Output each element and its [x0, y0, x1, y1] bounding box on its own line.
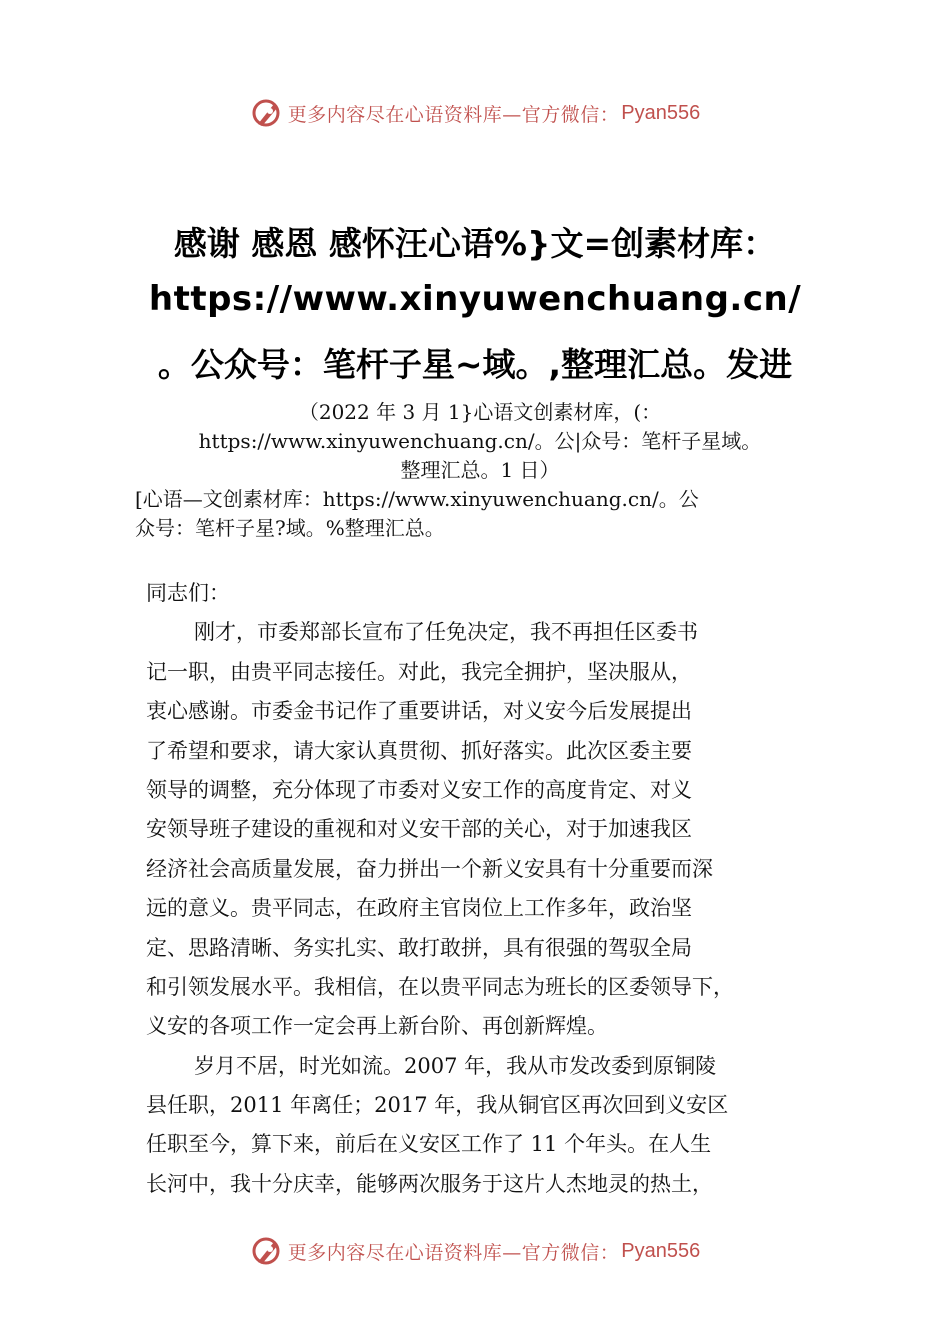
paragraph-line: 岁月不居，时光如流。2007 年，我从市发改委到原铜陵	[194, 1053, 717, 1078]
banner-text: 更多内容尽在心语资料库—官方微信：	[287, 1241, 620, 1264]
banner-wechat-id: Pyan556	[621, 101, 701, 124]
paragraph-line: 长河中，我十分庆幸，能够两次服务于这片人杰地灵的热土，	[146, 1171, 713, 1196]
paragraph-line: 和引领发展水平。我相信，在以贵平同志为班长的区委领导下，	[146, 974, 734, 999]
speech-body	[146, 574, 836, 1204]
paragraph-line: 远的意义。贵平同志，在政府主官岗位上工作多年，政治坚	[146, 896, 692, 921]
pen-logo-icon	[250, 1234, 284, 1268]
meta-line-3: 整理汇总。1 日）	[400, 458, 560, 482]
header-banner	[0, 95, 950, 131]
title-line-3: 。公众号：笔杆子星~域。,整理汇总。发进	[157, 345, 793, 384]
paragraph-line: 了希望和要求，请大家认真贯彻、抓好落实。此次区委主要	[146, 738, 692, 763]
paragraph-line: 刚才，市委郑部长宣布了任免决定，我不再担任区委书	[194, 620, 698, 645]
meta-source-block	[135, 485, 835, 543]
meta-line-5: 众号：笔杆子星?域。%整理汇总。	[135, 516, 445, 540]
paragraph-line: 定、思路清晰、务实扎实、敢打敢拼，具有很强的驾驭全局	[146, 935, 692, 960]
footer-banner	[0, 1233, 950, 1269]
title-line-1: 感谢 感恩 感怀汪心语%}文=创素材库：	[173, 224, 777, 263]
pen-logo-icon	[250, 96, 284, 130]
banner-wechat-id: Pyan556	[621, 1239, 701, 1262]
paragraph-line: 经济社会高质量发展，奋力拼出一个新义安具有十分重要而深	[146, 856, 713, 881]
banner-text: 更多内容尽在心语资料库—官方微信：	[287, 103, 620, 126]
paragraph-line: 安领导班子建设的重视和对义安干部的关心，对于加速我区	[146, 817, 692, 842]
paragraph-line: 县任职，2011 年离任；2017 年，我从铜官区再次回到义安区	[146, 1093, 729, 1118]
paragraph-line: 义安的各项工作一定会再上新台阶、再创新辉煌。	[146, 1014, 608, 1039]
salutation: 同志们：	[146, 581, 230, 605]
meta-line-2: https://www.xinyuwenchuang.cn/。公|众号：笔杆子星域。	[198, 429, 762, 453]
meta-block	[135, 398, 825, 485]
paragraph-line: 领导的调整，充分体现了市委对义安工作的高度肯定、对义	[146, 777, 692, 802]
paragraph-line: 记一职，由贵平同志接任。对此，我完全拥护，坚决服从，	[146, 659, 692, 684]
meta-line-1: （2022 年 3 月 1}心语文创素材库，(：	[298, 400, 662, 424]
title-line-2: https://www.xinyuwenchuang.cn/	[148, 279, 802, 319]
paragraph-line: 任职至今，算下来，前后在义安区工作了 11 个年头。在人生	[146, 1132, 712, 1157]
paragraph-line: 衷心感谢。市委金书记作了重要讲话，对义安今后发展提出	[146, 699, 692, 724]
meta-line-4: [心语—文创素材库：https://www.xinyuwenchuang.cn/。公	[135, 487, 699, 511]
